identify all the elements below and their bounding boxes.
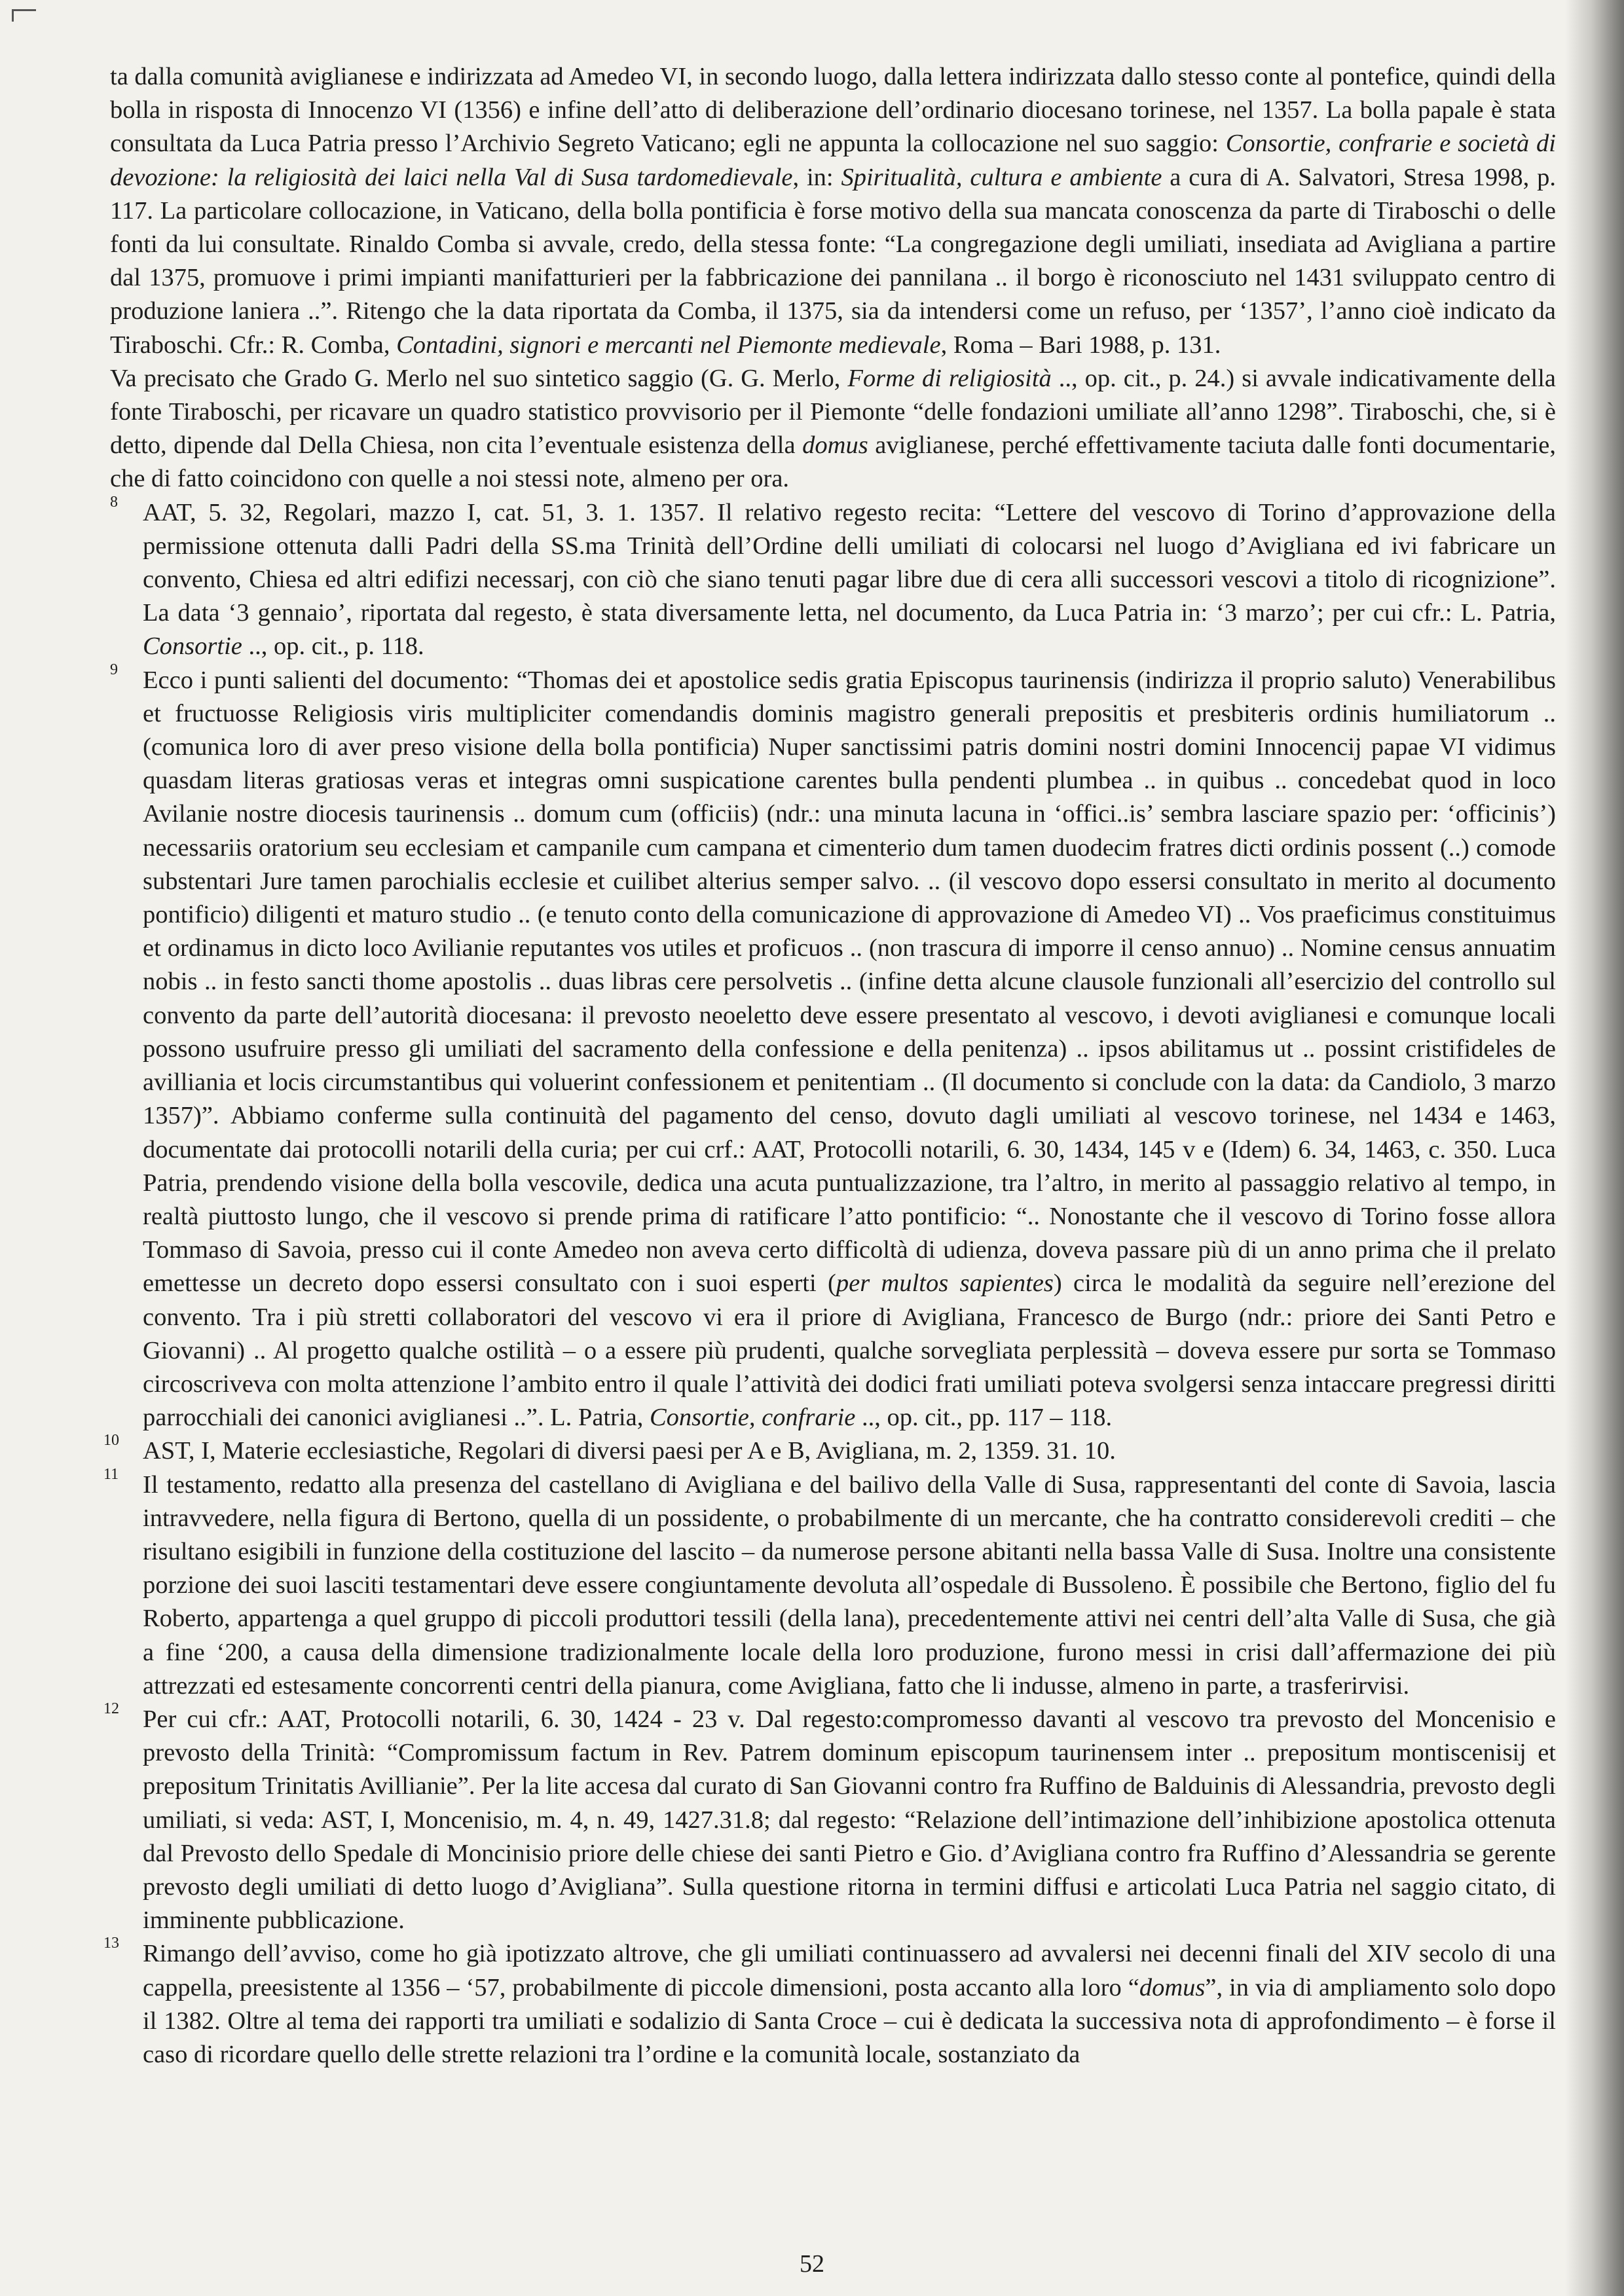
footnote-number: 9 xyxy=(110,661,118,678)
footnote-number: 10 xyxy=(103,1432,119,1449)
footnote-number: 12 xyxy=(103,1700,119,1717)
footnote-13: 13 Rimango dell’avviso, come ho già ipotizzato altrove, che gli umiliati continuassero ad avvalersi nei decenni finali del XIV secolo di una cappella, preesistente al 1356 – ‘57, probabilmente di piccole dimensioni, posta accanto alla loro “domus”, in via di ampliamento solo dopo il 1382. Oltre al tema dei rapporti tra umiliati e sodalizio di Santa Croce – cui è dedicata la successiva nota di approfondimento – è forse il caso di ricordare quello delle strette relazioni tra l’ordine e la comunità locale, sostanziato da xyxy=(103,1935,1556,2068)
footnote-number: 11 xyxy=(103,1465,119,1483)
footnote-number: 8 xyxy=(110,493,118,511)
page-edge-shadow xyxy=(1565,0,1624,2296)
footnote-10: 10 AST, I, Materie ecclesiastiche, Regolari di diversi paesi per A e B, Avigliana, m. 2, 1359. 31. 10. xyxy=(103,1432,1116,1465)
footnote-8: 8 AAT, 5. 32, Regolari, mazzo I, cat. 51, 3. 1. 1357. Il relativo regesto recita: “Lettere del vescovo di Torino d’approvazione della permissione ottenuta dalli Padri della SS.ma Trinità dell’Ordine delli umiliati di colocarsi nel luogo d’Avigliana ed ivi fabricare un convento, Chiesa ed altri edifizi necessarj, con ciò che siano tenuti pagar libre due di cera alli successori vescovi a titolo di ricognizione”. La data ‘3 gennaio’, riportata dal regesto, è stata diversamente letta, nel documento, da Luca Patria in: ‘3 marzo’; per cui cfr.: L. Patria, Consortie .., op. cit., p. 118. xyxy=(110,493,1556,661)
continued-note-paragraph-2: Va precisato che Grado G. Merlo nel suo sintetico saggio (G. G. Merlo, Forme di religiosità .., op. cit., p. 24.) si avvale indicativamente della fonte Tiraboschi, per ricavare un quadro statistico provvisorio per il Piemonte “delle fondazioni umiliate all’anno 1298”. Tiraboschi, che, si è detto, dipende dal Della Chiesa, non cita l’eventuale esistenza della domus aviglianese, perché effettivamente taciuta dalle fonti documentarie, che di fatto coincidono con quelle a noi stessi note, almeno per ora. xyxy=(110,364,1556,493)
footnote-11: 11 Il testamento, redatto alla presenza del castellano di Avigliana e del bailivo della Valle di Susa, rappresentanti del conte di Savoia, lascia intravvedere, nella figura di Bertono, quella di un possidente, o probabilmente di un mercante, che ha contratto considerevoli crediti – che risultano esigibili in funzione della costituzione del lascito – da numerose persone abitanti nella bassa Valle di Susa. Inoltre una consistente porzione dei suoi lasciti testamentari deve essere congiuntamente devoluta all’ospedale di Bussoleno. È possibile che Bertono, figlio del fu Roberto, appartenga a quel gruppo di piccoli produttori tessili (della lana), precedentemente attivi nei centri dell’alta Valle di Susa, che già a fine ‘200, a causa della dimensione tradizionalmente locale della loro produzione, furono messi in crisi dall’affermazione dei più attrezzati ed estesamente concorrenti centri della pianura, come Avigliana, fatto che li indusse, almeno in parte, a trasferirvisi. xyxy=(103,1465,1556,1700)
footnote-12: 12 Per cui cfr.: AAT, Protocolli notarili, 6. 30, 1424 - 23 v. Dal regesto:compromesso davanti al vescovo tra prevosto del Moncenisio e prevosto della Trinità: “Compromissum factum in Rev. Patrem dominum episcopum taurinensem inter .. prepositum montiscenisij et prepositum Trinitatis Avillianie”. Per la lite accesa dal curato di San Giovanni contro fra Ruffino de Balduinis di Alessandria, prevosto degli umiliati, si veda: AST, I, Moncenisio, m. 4, n. 49, 1427.31.8; dal regesto: “Relazione dell’intimazione dell’inhibizione apostolica ottenuta dal Prevosto dello Spedale di Moncinisio priore delle chiese dei santi Pietro e Gio. d’Avigliana contro fra Ruffino d’Alessandria se gerente prevosto degli umiliati di detto luogo d’Avigliana”. Sulla questione ritorna in termini diffusi e articolati Luca Patria nel saggio citato, di imminente pubblicazione. xyxy=(103,1700,1556,1935)
footnote-number: 13 xyxy=(103,1935,119,1952)
continued-note-paragraph: ta dalla comunità aviglianese e indirizzata ad Amedeo VI, in secondo luogo, dalla lettera indirizzata dallo stesso conte al pontefice, quindi della bolla in risposta di Innocenzo VI (1356) e infine dell’atto di deliberazione dell’ordinario diocesano torinese, nel 1357. La bolla papale è stata consultata da Luca Patria presso l’Archivio Segreto Vaticano; egli ne appunta la collocazione nel suo saggio: Consortie, confrarie e società di devozione: la religiosità dei laici nella Val di Susa tardomedievale, in: Spiritualità, cultura e ambiente a cura di A. Salvatori, Stresa 1998, p. 117. La particolare collocazione, in Vaticano, della bolla pontificia è forse motivo della sua mancata conoscenza da parte di Tiraboschi o delle fonti da lui consultate. Rinaldo Comba si avvale, credo, della stessa fonte: “La congregazione degli umiliati, insediata ad Avigliana a partire dal 1375, promuove i primi impianti manifatturieri per la fabbricazione dei pannilana .. il borgo è riconosciuto nel 1431 sviluppato centro di produzione laniera ..”. Ritengo che la data riportata da Comba, il 1375, sia da intendersi come un refuso, per ‘1357’, l’anno cioè indicato da Tiraboschi. Cfr.: R. Comba, Contadini, signori e mercanti nel Piemonte medievale, Roma – Bari 1988, p. 131. xyxy=(110,63,1556,359)
footnote-9: 9 Ecco i punti salienti del documento: “Thomas dei et apostolice sedis gratia Episcopus taurinensis (indirizza il proprio saluto) Venerabilibus et fructuosse Religiosis viris multipliciter comendandis dominis magistro generali prepositis et presbiteris ordinis humiliatorum .. (comunica loro di aver preso visione della bolla pontificia) Nuper sanctissimi patris domini nostri domini Innocencij papae VI vidimus quasdam literas gratiosas veras et integras omni suspicatione carentes bulla pendenti plumbea .. in quibus .. concedebat quod in loco Avilanie nostre diocesis taurinensis .. domum cum (officiis) (ndr.: una minuta lacuna in ‘offici..is’ sembra lasciare spazio per: ‘officinis’) necessariis oratorium seu ecclesiam et campanile cum campana et cimenterio dum tamen duodecim fratres dicti ordinis possent (..) comode substentari Jure tamen parochialis ecclesie et cuilibet alterius semper salvo. .. (il vescovo dopo essersi consultato in merito al documento pontificio) diligenti et maturo studio .. (e tenuto conto della comunicazione di approvazione di Amedeo VI) .. Vos praeficimus constituimus et ordinamus in dicto loco Avilianie reputantes vos utiles et proficuos .. (non trascura di imporre il censo annuo) .. Nomine census annuatim nobis .. in festo sancti thome apostolis .. duas libras cere persolvetis .. (infine detta alcune clausole funzionali all’esercizio del controllo sul convento da parte dell’autorità diocesana: il prevosto neoeletto deve essere presentato al vescovo, i devoti aviglianesi e comunque locali possono usufruire presso gli umiliati del sacramento della confessione e della penitenza) .. ipsos abilitamus ut .. possint cristifideles de avilliania et locis circumstantibus qui voluerint confessionem et penitentiam .. (Il documento si conclude con la data: da Candiolo, 3 marzo 1357)”. Abbiamo conferme sulla continuità del pagamento del censo, dovuto dagli umiliati al vescovo torinese, nel 1434 e 1463, documentate dai protocolli notarili della curia; per cui crf.: AAT, Protocolli notarili, 6. 30, 1434, 145 v e (Idem) 6. 34, 1463, c. 350. Luca Patria, prendendo visione della bolla vescovile, dedica una acuta puntualizzazione, tra l’altro, in merito al passaggio relativo al tempo, in realtà piuttosto lungo, che il vescovo si prende prima di ratificare l’atto pontificio: “.. Nonostante che il vescovo di Torino fosse allora Tommaso di Savoia, presso cui il conte Amedeo non aveva certo difficoltà di udienza, doveva passare più di un anno prima che il prelato emettesse un decreto dopo essersi consultato con i suoi esperti (per multos sapientes) circa le modalità da seguire nell’erezione del convento. Tra i più stretti collaboratori del vescovo vi era il priore di Avigliana, Francesco de Burgo (ndr.: priore dei Santi Petro e Giovanni) .. Al progetto qualche ostilità – o a essere più prudenti, qualche sorvegliata perplessità – doveva essere pur sorta se Tommaso circoscriveva con molta attenzione l’ambito entro il quale l’attività dei dodici frati umiliati poteva svolgersi senza intaccare pregressi diritti parrocchiali dei canonici aviglianesi ..”. L. Patria, Consortie, confrarie .., op. cit., pp. 117 – 118. xyxy=(110,661,1556,1432)
page-body xyxy=(103,60,1556,2071)
page-number: 52 xyxy=(800,2250,824,2278)
corner-mark xyxy=(12,9,36,22)
